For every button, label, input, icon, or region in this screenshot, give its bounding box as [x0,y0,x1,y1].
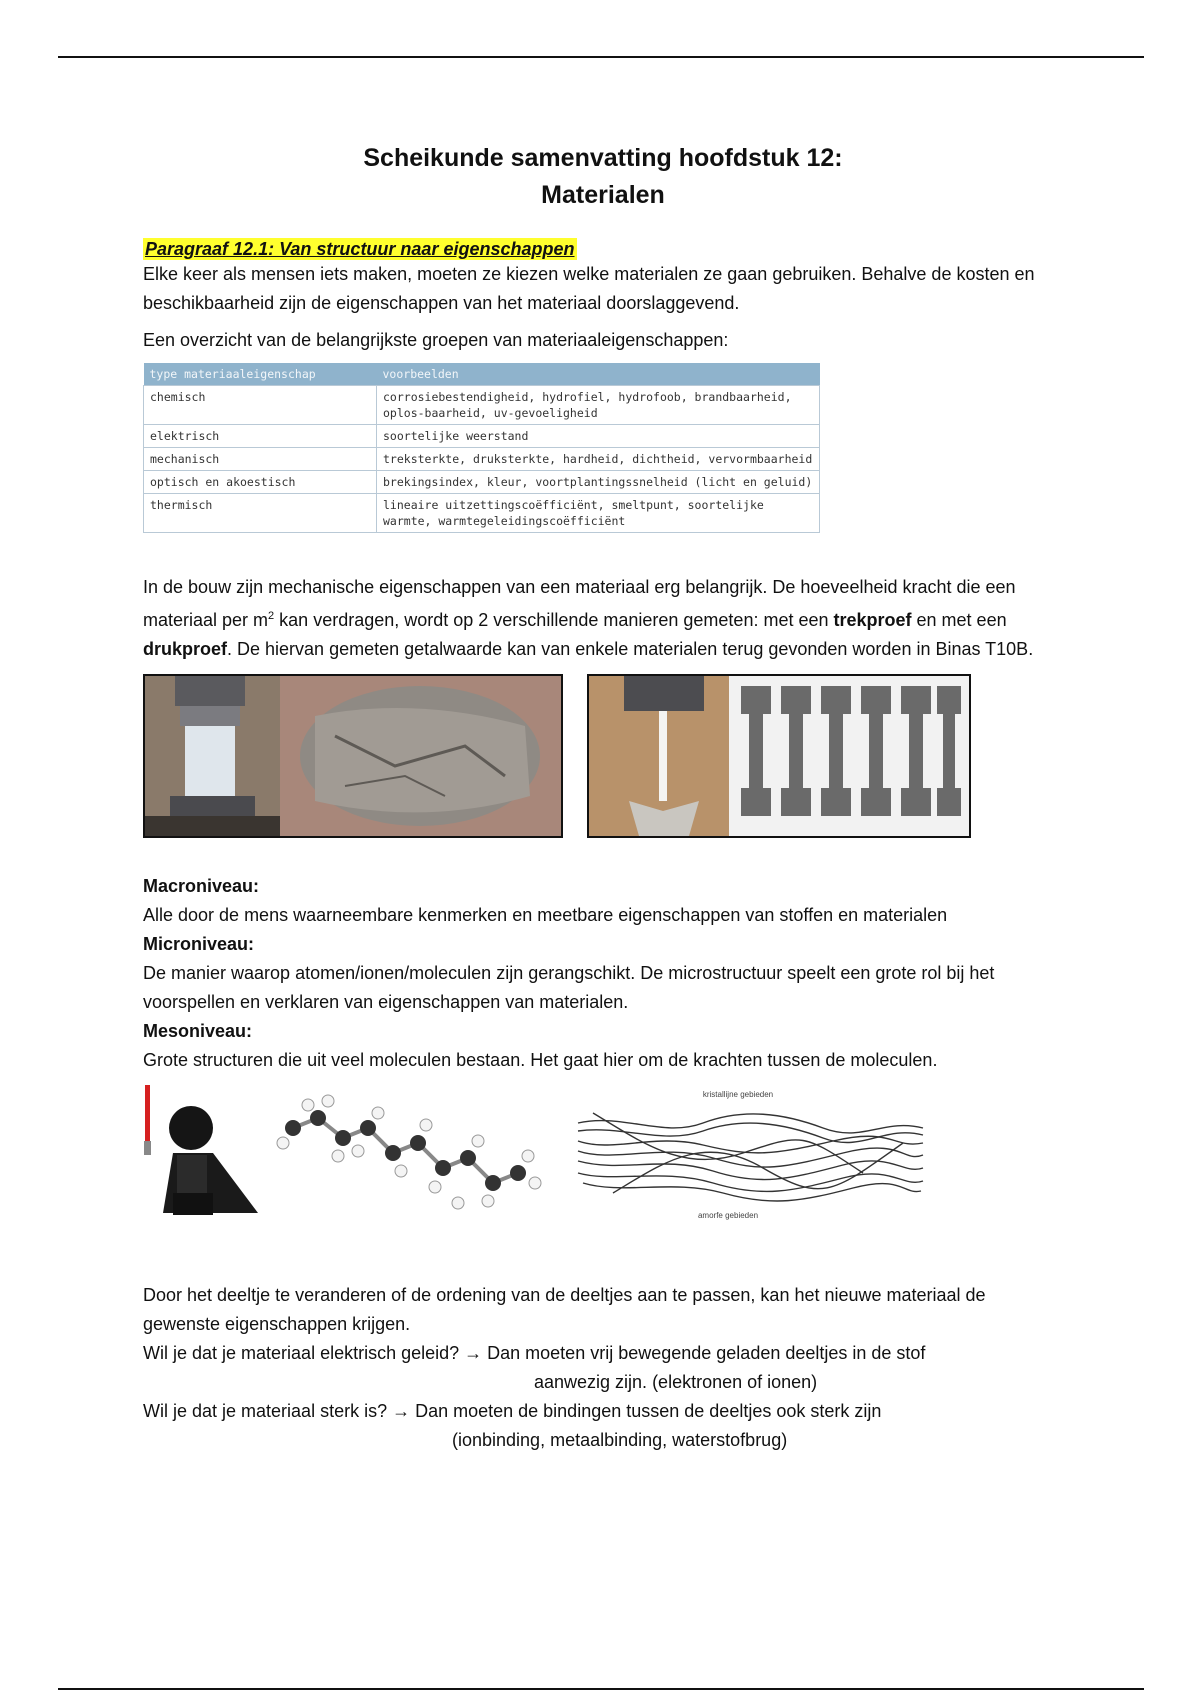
table-row [144,494,820,533]
top-rule [58,56,1144,58]
page-title [143,140,1063,214]
meso-heading: Mesoniveau: [143,1021,253,1041]
micro-heading: Microniveau: [143,934,255,954]
table-cell: treksterkte, druksterkte, hardheid, dichtheid, vervormbaarheid [377,448,820,471]
molecule-illustration [277,1095,541,1209]
overview-paragraph: Een overzicht van de belangrijkste groepen van materiaaleigenschappen: [143,330,729,350]
amorphous-label: amorfe gebieden [697,1211,759,1220]
closing-line: Door het deeltje te veranderen of de ordening van de deeltjes aan te passen, kan het nieuwe materiaal de gewenste eigenschappen krijgen. [143,1285,986,1334]
macro-text: Alle door de mens waarneembare kenmerken en meetbare eigenschappen van stoffen en materialen [143,905,948,925]
table-row [144,471,820,494]
table-cell: lineaire uitzettingscoëfficiënt, smeltpunt, soortelijke warmte, warmtegeleidingscoëfficiënt [377,494,820,533]
crystalline-label: kristallijne gebieden [702,1090,774,1099]
macro-heading: Macroniveau: [143,876,260,896]
level-figures [143,1083,1063,1243]
bottom-rule [58,1688,1144,1690]
question-conductivity-continued: aanwezig zijn. (elektronen of ionen) [534,1372,818,1392]
properties-table [143,363,820,533]
compression-test-photo [143,674,563,838]
table-cell: mechanisch [144,448,377,471]
table-header: voorbeelden [377,363,820,386]
levels-section [143,872,1063,1075]
table-row [144,448,820,471]
section-heading: Paragraaf 12.1: Van structuur naar eigenschappen [145,239,575,259]
table-cell: soortelijke weerstand [377,425,820,448]
table-cell: thermisch [144,494,377,533]
micro-text: De manier waarop atomen/ionen/moleculen zijn gerangschikt. De microstructuur speelt een grote rol bij het voorspellen en verklaren van eigenschappen van materialen. [143,963,995,1012]
question-strength-continued: (ionbinding, metaalbinding, waterstofbrug) [452,1430,788,1450]
polymer-structure-illustration [578,1113,923,1201]
tensile-test-photo [587,674,971,838]
intro-paragraph: Elke keer als mensen iets maken, moeten ze kiezen welke materialen ze gaan gebruiken. Behalve de kosten en beschikbaarheid zijn de eigenschappen van het materiaal doorslaggevend. [143,264,1035,313]
question-strength: Wil je dat je materiaal sterk is? → Dan moeten de bindingen tussen de deeltjes ook sterk zijn [143,1401,882,1421]
table-cell: brekingsindex, kleur, voortplantingssnelheid (licht en geluid) [377,471,820,494]
table-cell: optisch en akoestisch [144,471,377,494]
question-conductivity: Wil je dat je materiaal elektrisch geleid? → Dan moeten vrij bewegende geladen deeltjes in de stof [143,1343,926,1363]
table-header: type materiaaleigenschap [144,363,377,386]
table-cell: corrosiebestendigheid, hydrofiel, hydrofoob, brandbaarheid, oplos-baarheid, uv-gevoeligheid [377,386,820,425]
table-row [144,425,820,448]
document-body [143,140,1063,1455]
minifigure-illustration [144,1085,258,1215]
mechanical-paragraph: In de bouw zijn mechanische eigenschappen van een materiaal erg belangrijk. De hoeveelheid kracht die een materiaal per $m^2$ kan verdragen, wordt op 2 verschillende manieren gemeten: met een trekproef en met een drukproef. De hiervan gemeten getalwaarde kan van enkele materialen terug gevonden worden in Binas T10B. [143,577,1034,659]
meso-text: Grote structuren die uit veel moleculen bestaan. Het gaat hier om de krachten tussen de moleculen. [143,1050,938,1070]
title-line-2: Materialen [541,181,665,209]
title-line-1: Scheikunde samenvatting hoofdstuk 12: [363,144,843,172]
table-row [144,386,820,425]
closing-section [143,1281,1063,1455]
table-cell: chemisch [144,386,377,425]
table-cell: elektrisch [144,425,377,448]
test-photos [143,674,1063,844]
